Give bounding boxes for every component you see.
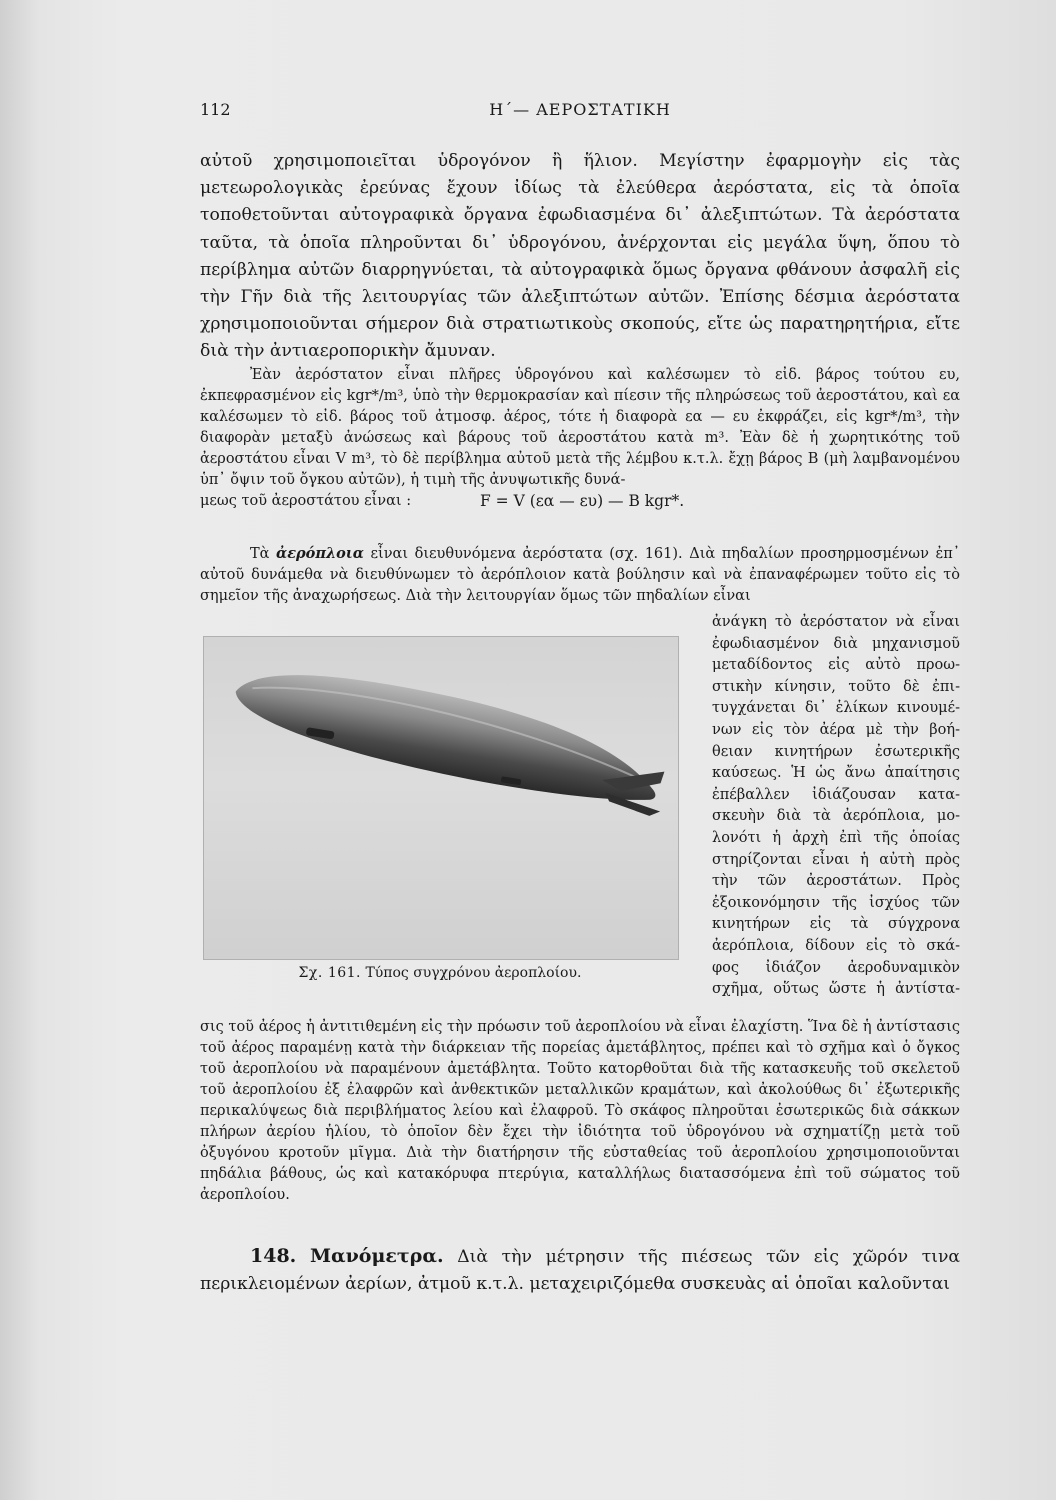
paragraph-3-text: εἶναι διευθυνόμενα ἀερόστατα (σχ. 161). Διὰ πηδαλίων προσηρμοσμένων ἐπ᾽ αὐτοῦ δυνάμεθα νὰ διευθύνωμεν τὸ ἀερόπλοιον κατὰ βούλησιν καὶ νὰ ἐπαναφέρωμεν τοῦτο εἰς τὸ σημεῖον τῆς ἀναχωρήσεως. Διὰ τὴν λειτουργίαν ὅμως τῶν πηδαλίων εἶναι	[200, 546, 961, 604]
formula-line	[200, 491, 960, 513]
paragraph-1: αὐτοῦ χρησιμοποιεῖται ὑδρογόνον ἢ ἥλιον. Μεγίστην ἐφαρμογὴν εἰς τὰς μετεωρολογικὰς ἐρεύνας ἔχουν ἰδίως τὰ ἐλεύθερα ἀερόστατα, εἰς τὰ ὁποῖα τοποθετοῦνται αὐτογραφικὰ ὄργανα ἐφωδιασμένα δι᾽ ἀλεξιπτώτων. Τὰ ἀερόστατα ταῦτα, τὰ ὁποῖα πληροῦνται δι᾽ ὑδρογόνου, ἀνέρχονται εἰς μεγάλα ὕψη, ὅπου τὸ περίβλημα αὐτῶν διαρρηγνύεται, τὰ αὐτογραφικὰ ὅμως ὄργανα φθάνουν ἀσφαλῆ εἰς τὴν Γῆν διὰ τῆς λειτουργίας τῶν ἀλεξιπτώτων αὐτῶν. Ἐπίσης δέσμια ἀερόστατα χρησιμοποιοῦνται σήμερον διὰ στρατιωτικοὺς σκοπούς, εἴτε ὡς παρατηρητήρια, εἴτε διὰ τὴν ἀντιαεροπορικὴν ἄμυναν.	[200, 151, 960, 362]
right-col-line: κινητήρων εἰς τὰ σύγχρονα	[712, 916, 960, 933]
paragraph-2-text: Ἐὰν ἀερόστατον εἶναι πλῆρες ὑδρογόνου καὶ καλέσωμεν τὸ εἰδ. βάρος τούτου ευ, ἐκπεφρασμένον εἰς kgr*/m³, ὑπὸ τὴν θερμοκρασίαν καὶ πίεσιν τῆς πληρώσεως τοῦ ἀεροστάτου, καὶ εα καλέσωμεν τὸ εἰδ. βάρος τοῦ ἀτμοσφ. ἀέρος, τότε ἡ διαφορὰ εα — ευ ἐκφράζει, εἰς kgr*/m³, τὴν διαφορὰν μεταξὺ ἀνώσεως καὶ βάρους τοῦ ἀεροστάτου κατὰ m³. Ἐὰν δὲ ἡ χωρητικότης τοῦ ἀεροστάτου εἶναι V m³, τὸ δὲ περίβλημα αὐτοῦ μετὰ τῆς λέμβου κ.τ.λ. ἔχῃ βάρος Β (μὴ λαμβανομένου ὑπ᾽ ὄψιν τοῦ ὄγκου αὐτῶν), ἡ τιμὴ τῆς ἀνυψωτικῆς δυνά-	[200, 367, 960, 488]
right-col-line: σχῆμα, οὕτως ὥστε ἡ ἀντίστα-	[712, 981, 960, 998]
airship-hull	[227, 661, 674, 817]
right-col-line: ἐξοικονόμησιν τῆς ἰσχύος τῶν	[712, 894, 960, 911]
right-col-line: μεταδίδοντος εἰς αὐτὸ προω-	[712, 657, 960, 674]
right-col-line: νων εἰς τὸν ἀέρα μὲ τὴν βοή-	[712, 721, 960, 738]
right-col-line: ἐπέβαλλεν ἰδιάζουσαν κατα-	[712, 786, 960, 803]
page-header	[200, 100, 960, 128]
airship-illustration	[204, 637, 678, 959]
running-title: Η΄— ΑΕΡΟΣΤΑΤΙΚΗ	[489, 100, 671, 119]
right-col-line: ἐφωδιασμένον διὰ μηχανισμοῦ	[712, 635, 960, 652]
section-number: 148.	[250, 1245, 297, 1267]
right-col-line: τυγχάνεται δι᾽ ἑλίκων κινουμέ-	[712, 700, 960, 717]
figure-caption	[203, 965, 677, 981]
right-col-line: ἀερόπλοια, δίδουν εἰς τὸ σκά-	[712, 937, 960, 954]
section-148	[200, 1243, 960, 1298]
figure-number: Σχ. 161.	[298, 965, 361, 981]
right-col-line: στηρίζονται εἶναι ἡ αὐτὴ πρὸς	[712, 851, 960, 868]
airship-photo	[203, 636, 679, 960]
right-col-line: σκευὴν διὰ τὰ ἀερόπλοια, μο-	[712, 808, 960, 825]
right-col-line: στικὴν κίνησιν, τοῦτο δὲ ἐπι-	[712, 678, 960, 695]
paragraph-3-lead: Τὰ	[250, 546, 270, 562]
section-title: Μανόμετρα.	[309, 1245, 444, 1267]
paragraph-2	[200, 365, 960, 513]
right-column-text	[712, 612, 960, 1001]
paragraph-2-end: μεως τοῦ ἀεροστάτου εἶναι :	[200, 493, 412, 509]
section-text: Διὰ τὴν μέτρησιν τῆς πιέσεως τῶν εἰς χῶρόν τινα περικλειομένων ἀερίων, ἀτμοῦ κ.τ.λ. μεταχειριζόμεθα συσκευὰς αἱ ὁποῖαι καλοῦνται	[200, 1247, 960, 1295]
lift-formula: F = V (εα — ευ) — Β kgr*.	[480, 492, 685, 510]
figure-caption-text: Τύπος συγχρόνου ἀεροπλοίου.	[365, 965, 582, 981]
right-col-line: φος ἰδιάζον ἀεροδυναμικὸν	[712, 959, 960, 976]
right-col-line: τὴν τῶν ἀεροστάτων. Πρὸς	[712, 873, 960, 890]
page-number: 112	[200, 100, 231, 119]
right-col-line: θειαν κινητήρων ἐσωτερικῆς	[712, 743, 960, 760]
right-col-line: λονότι ἡ ἀρχὴ ἐπὶ τῆς ὁποίας	[712, 829, 960, 846]
paragraph-4: σις τοῦ ἀέρος ἡ ἀντιτιθεμένη εἰς τὴν πρόωσιν τοῦ ἀεροπλοίου νὰ εἶναι ἐλαχίστη. Ἵνα δὲ ἡ ἀντίστασις τοῦ ἀέρος παραμένῃ κατὰ τὴν διάρκειαν τῆς πορείας ἀμετάβλητος, πρέπει καὶ τὸ σχῆμα καὶ ὁ ὄγκος τοῦ ἀεροπλοίου νὰ παραμένουν ἀμετάβλητα. Τοῦτο κατορθοῦται διὰ τῆς κατασκευῆς τοῦ σκελετοῦ τοῦ ἀεροπλοίου ἐξ ἐλαφρῶν καὶ ἀνθεκτικῶν μεταλλικῶν κραμάτων, καὶ ἀκολούθως δι᾽ ἐξωτερικῆς περικαλύψεως διὰ περιβλήματος λείου καὶ ἐλαφροῦ. Τὸ σκάφος πληροῦται ἐσωτερικῶς διὰ σάκκων πλήρων ἀερίου ἡλίου, τὸ ὁποῖον δὲν ἔχει τὴν ἰδιότητα τοῦ ὑδρογόνου νὰ σχηματίζῃ μετὰ τοῦ ὀξυγόνου κροτοῦν μῖγμα. Διὰ τὴν διατήρησιν τῆς εὐσταθείας τοῦ ἀεροπλοίου χρησιμοποιοῦνται πηδάλια βάθους, ὡς καὶ κατακόρυφα πτερύγια, καταλλήλως διατασσόμενα ἐπὶ τοῦ σώματος τοῦ ἀεροπλοίου.	[200, 1019, 960, 1203]
right-col-line: ἀνάγκη τὸ ἀερόστατον νὰ εἶναι	[712, 614, 960, 630]
term-airships: ἀερόπλοια	[276, 545, 364, 562]
paragraph-3	[200, 543, 960, 607]
right-col-line: καύσεως. Ἡ ὡς ἄνω ἀπαίτησις	[712, 765, 960, 782]
